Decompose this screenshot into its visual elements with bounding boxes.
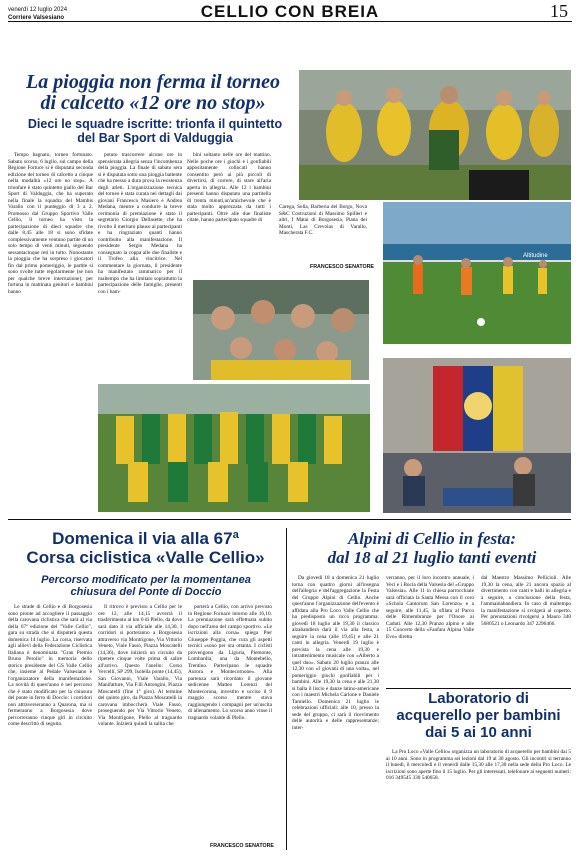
article2-column-3: porterà a Cellio, con arrivo previsto in Regione Fornace intorno alle 16,10. La premiazione sarà effettuata subito dopo nell'area del campo sportivo. «Le iscrizioni alla corsa» spiega Pier Giuseppe Poggia, che cura gli aspetti tecnici «sono per ora ottanta. I ciclisti provengono da Liguria, Piemonte, Lombardia, una da Montebello, Trentino. Partecipano le squadre Aurora e Montecornone». Alla partenza sarà ricordato il giovane sedicenne Matteo Lorenzi del Montecorona, investito e ucciso il 9 maggio scorso mentre stava raggiungendo i compagni per un'uscita di allenamento. Lo scorso anno vinse il traguardo volante di Plello. (188, 604, 272, 721)
article1-column-3: bini soltanto nelle ore del mattino. Nelle poche ore i giochi e i gonfiabili appositamente collocati hanno consentito però ai più piccoli di divertirsi, di correre, di stare all'aria aperta in allegria. Alle 12 i bambini presenti hanno disputato una partitella di trenta minuti,un'amichevole che è stata molto apprezzata da tutti i partecipanti. Oltre alle due finaliste citate, hanno partecipato squadre di (187, 152, 271, 223)
article2-subheadline: Percorso modificato per la momentanea chiusura del Ponte di Doccio (41, 574, 251, 598)
article1-column-2: potuto trascorrere alcune ore in spensierata allegria senza l'incombenza della pioggia. La finale di sabato sera si è disputata sotto una pioggia battente che ha messo a dura prova la resistenza degli atleti. L'organizzazione tecnica del torneo è stata curata nei dettagli dai giovani Francesco Masiero e Andrea Medana, mentre a condurre la breve cerimonia di premiazione è stato il segretario Giorgio Dellasette, che ha rivolto il meritato plauso ai partecipanti e ha ringraziato quanti hanno contribuito alla manifestazione. Il presidente Sergio Medana ha consegnato la coppa alle due finaliste e il Trofeo alla vincitrice. Nel commentare la giornata, il presidente ha manifestato rammarico per il maltempo che ha limitato soprattutto la partecipazione delle famiglie, presenti con i bam- (98, 152, 182, 295)
photo-team-celebration (299, 70, 571, 200)
article1-subheadline: Dieci le squadre iscritte: trionfa il quintetto del Bar Sport di Valduggia (27, 117, 283, 145)
photo-team-smiling-image (193, 280, 369, 380)
section-divider (8, 519, 571, 520)
article3-headline: Alpini di Cellio in festa: dal 18 al 21 luglio tanti eventi (327, 529, 537, 567)
header-rule (8, 21, 572, 22)
issue-date: venerdì 12 luglio 2024 Corriere Valsesiano (8, 7, 68, 21)
article3-column-1: Da giovedì 18 a domenica 21 luglio torna con quattro giorni all'insegna dell'allegria e dell'aggregazione la Festa del Gruppo Alpini di Cellio. Anche quest'anno l'organizzazione dell'evento è affidata alla Pro Loco Valle Cellio che ha predisposto un ricco programma: giovedì 18 luglio alle 19,30 il classico alzabandiera darà il via alla festa, a seguire la cena (alle 19,45) e alle 21 canti in allegria. Venerdì 19 luglio è prevista la cena alle 19,30 e intrattenimento musicale con «Alberto a quel duo». Sabato 20 luglio pranzo alle 12,30 con «I giovani di una volta», nel pomeriggio giochi gonfiabili per i bambini. Alle 19,30 la cena e alle 21,30 si balla il liscio e danze latino-americane con i maestri Michela Carlone e Daniele Tamiello. Domenica 21 luglio le celebrazioni ufficiali: alle 10, presso la sede del gruppo, ci sarà il ricevimento delle autorità e delle rappresentanze; inter- (292, 575, 379, 731)
article3-column-3: dal Maestro Massimo Pellicioli. Alle 19,30 la cena, alle 21 ancora spazio al divertimento con canti e balli in allegria e a seguire, a conclusione della festa, l'ammainabandiera. In caso di maltempo la manifestazione si svolgerà al coperto. Per prenotazioni rivolgersi a Mauro 340 5680521 o Leonardo 347 2296466. (481, 575, 571, 627)
newspaper-name: Corriere Valsesiano (8, 15, 65, 21)
svg-text:Altitudine: Altitudine (523, 253, 548, 259)
article2-headline: Domenica il via alla 67ª Corsa ciclistica «Valle Cellio» (26, 529, 265, 567)
section-title: CELLIO CON BREIA (200, 2, 380, 21)
photo-match-action (383, 202, 571, 344)
article4-top-rule (386, 688, 571, 689)
photo-team-group (98, 384, 370, 512)
article2-author: FRANCESCO SENATORE (210, 843, 274, 849)
photo-team-smiling (193, 280, 369, 380)
photo-match-action-image (383, 202, 571, 344)
photo-alpini-event-image (383, 358, 571, 513)
article1-headline: La pioggia non ferma il torneo di calcetto «12 ore no stop» (26, 71, 280, 114)
column-divider (286, 528, 287, 850)
article4-body: La Pro Loco «Valle Cellio» organizza un laboratorio di acquerello per bambini dai 5 ai 10 anni. Sono in programma sei lezioni dal 19 al 30 agosto. Gli incontri si terranno il lunedì, il mercoledì e il venerdì dalle 15,30 alle 17,30 nella sede della Pro Loco. Le iscrizioni sono aperte fino il 15 luglio. Per gli interessati, telefonare ai seguenti numeri: 016 349545 330 540658. (386, 749, 571, 781)
article3-column-2: verranno, per il loro incontro annuale, i Veci e i Bocia della Valsesia del «Gruppo Valsesia». Alle 11 in chiesa parrocchiale sarà officiata la Santa Messa con il coro «Schola Cantorum San Lorenzo» e a seguire, alle 11,45, la sfilata al Parco delle Rimembranze per l'Onore ai Caduti. Alle 12,30 Pranzo alpino e alle 15 Concerto della «Fanfara Alpina Valle Evo» diretta (386, 575, 474, 640)
article2-column-1: Le strade di Cellio e di Borgosesia sono pronte ad accogliere il passaggio della carovana ciclistica che sarà al via della 67ª edizione del "Valle Cellio", gara su strada che si disputerà questa domenica 14 luglio. La corsa, riservata agli allievi della Federazione Ciclistica Italiana è denominata "Gran Premio Bruno Perolio" in memoria dello storico presidente del GS Valle Cellio che, insieme al Pedale Valsesiano è l'organizzatore della manifestazione. La novità di quest'anno è nel percorso che è stato modificato per la chiusura del ponte in ferro di Doccio: i corridori non attraverseranno a Quarona, ma si fermeranno a Borgosesia dove percorreranno cinque giri in circuito come descritto di seguito. (8, 604, 92, 727)
article4-headline: Laboratorio di acquerello per bambini dai 5 ai 10 anni (396, 690, 561, 741)
article2-column-2: Il ritrovo è previsto a Cellio per le ore 12, alle 14,15 avverrà il trasferimento al km 0 di Plello, da dove sarà dato il via ufficiale alle 14,30. I corridori si porteranno a Borgosesia attraverso via Montrigone, Via Vittorio Veneto, Viale Fassò, Piazza Moscatelli (14,36), dove inizierà un circuito da ripetere cinque volte prima di salire all'arrivo. Questo l'anello: Corso Vercelli, SP 299, Isolella ponte (14,45), San Giovanni, Viale Varallo, Via Manifatture, Via F.lli Antongini, Piazza Moscatelli (fine 1° giro). Al termine del quinto giro, da Piazza Moscatelli la carovana imboccherà Viale Fassò, proseguendo per Via Vittorio Veneto, Via Montrigone, Plello al traguardo volante. Inizierà quindi la salita che (98, 604, 182, 727)
page-number: 15 (550, 1, 568, 21)
photo-team-group-image (98, 384, 370, 512)
article1-author: FRANCESCO SENATORE (310, 264, 374, 270)
photo-alpini-event (383, 358, 571, 513)
photo-team-celebration-image (299, 70, 571, 200)
article1-column-4: Carega, Sella, Barberia del Borgo, Nova S&C Costruzioni di Massimo Spilleri e altri, I Matai di Borgosesia, Piana dei Monti, Las Crevolas di Varallo, Mascherata F.C. (279, 204, 367, 236)
article1-column-1: Tempo bagnato, torneo fortunato. Sabato scorso, 6 luglio, sul campo della Regione Fortuce si è disputata seconda edizione del torneo di calcetto a cinque nella modalità «12 ore no stop». A trionfare è stato quintetto giallo del Bar Sport di Valduggia, che ha superato nella finale la squadra del Mambis Varallo con il punteggio di 3 a 2. Promosso dal Gruppo Sportivo Valle Cellio, il torneo ha visto la partecipazione di dieci squadre che dalle 8,45 alle 18 si sono sfidate complessivamente ventuno partite di un solo tempo di venti minuti, seguendo sessantacinque reti in tutto. Nonostante la pioggia che ha sorpreso i giocatori fin dal primo pomeriggio, le partite si sono svolte tutte regolarmente (se non per qualche breve interruzione); per fortuna in mattinata genitori e bambini hanno (8, 152, 93, 295)
